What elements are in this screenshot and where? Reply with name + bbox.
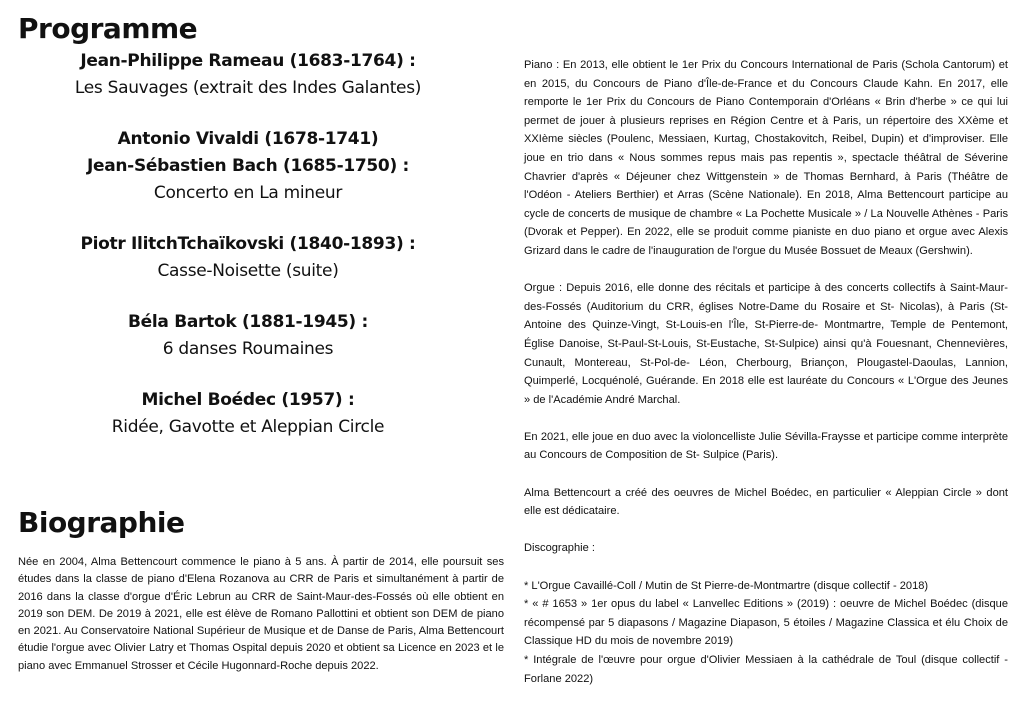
composer-name: Antonio Vivaldi (1678-1741) (117, 129, 379, 149)
programme-piece-tchaikovski (18, 231, 478, 285)
left-column (18, 10, 506, 672)
discographie-title: Discographie : (524, 542, 595, 555)
programme-piece-vivaldi-bach (18, 126, 478, 207)
work-title: Casse-Noisette (suite) (157, 261, 339, 281)
discographie-item: * L'Orgue Cavaillé-Coll / Mutin de St Pierre-de-Montmartre (disque collectif - 2018) (524, 579, 929, 592)
composer-name: Jean-Sébastien Bach (1685-1750) : (86, 156, 410, 176)
programme-heading: Programme (18, 12, 198, 45)
discographie-list (524, 577, 1008, 689)
discographie-item: * « # 1653 » 1er opus du label « Lanvellec Editions » (2019) : oeuvre de Michel Boédec (disque récompensé par 5 diapasons / Magazine Diapason, 5 étoiles / Magazine Classica et élu Choix de Classique HD du mois de novembre 2019) (524, 598, 1008, 648)
work-title: Concerto en La mineur (153, 183, 343, 203)
work-title: Les Sauvages (extrait des Indes Galantes) (74, 78, 422, 98)
work-title: 6 danses Roumaines (162, 339, 334, 359)
programme-list (18, 48, 478, 441)
biographie-heading: Biographie (18, 506, 185, 539)
composer-name: Jean-Philippe Rameau (1683-1764) : (80, 51, 416, 71)
programme-piece-rameau (18, 48, 478, 102)
composer-name: Michel Boédec (1957) : (141, 390, 355, 410)
discographie-item: * Intégrale de l'œuvre pour orgue d'Olivier Messiaen à la cathédrale de Toul (disque collectif - Forlane 2022) (524, 654, 1008, 685)
orgue-paragraph: Orgue : Depuis 2016, elle donne des récitals et participe à des concerts collectifs à Saint-Maur-des-Fossés (Auditorium du CRR, églises Notre-Dame du Rosaire et St- Nicolas), à Paris (St-Antoine des Quinze-Vingt, St-Louis-en l'Île, St-Pierre-de- Montmartre, Temple de Pentemont, Église Danoise, St-Paul-St-Louis, St-Eustache, St-Sulpice) ainsi qu'à Fouesnant, Chennevières, Cunault, Montereau, St-Pol-de- Léon, Cherbourg, Briançon, Plougastel-Daoulas, Lannion, Quimperlé, Locquénolé, Guérande. En 2018 elle est lauréate du Concours « L'Orgue des Jeunes » de l'Académie André Marchal. (524, 282, 1008, 406)
biographie-intro-paragraph: Née en 2004, Alma Bettencourt commence le piano à 5 ans. À partir de 2014, elle poursuit ses études dans la classe de piano d'Elena Rozanova au CRR de Paris et simultanément à partir de 2016 dans la classe d'orgue d'Éric Lebrun au CRR de Saint-Maur-des-Fossés où elle obtient en 2019 son DEM. De 2019 à 2021, elle est élève de Romano Pallottini et obtient son DEM de piano en 2021. Au Conservatoire National Supérieur de Musique et de Danse de Paris, Alma Bettencourt étudie l'orgue avec Olivier Latry et Thomas Ospital depuis 2020 et obtient sa Licence en 2023 et le piano avec Emmanuel Strosser et Cécile Hugonnard-Roche depuis 2022. (18, 556, 504, 672)
work-title: Ridée, Gavotte et Aleppian Circle (111, 417, 385, 437)
programme-piece-boedec (18, 387, 478, 441)
composer-name: Piotr IlitchTchaïkovski (1840-1893) : (80, 234, 416, 254)
duo-paragraph: En 2021, elle joue en duo avec la violoncelliste Julie Sévilla-Fraysse et participe comme interprète au Concours de Composition de St- Sulpice (Paris). (524, 430, 1008, 462)
creations-paragraph: Alma Bettencourt a créé des oeuvres de Michel Boédec, en particulier « Aleppian Circle » dont elle est dédicataire. (524, 486, 1008, 518)
right-column (524, 56, 1008, 688)
composer-name: Béla Bartok (1881-1945) : (128, 312, 368, 332)
piano-paragraph: Piano : En 2013, elle obtient le 1er Prix du Concours International de Paris (Schola Cantorum) et en 2015, du Concours de Piano d'Île-de-France et du Concours Claude Kahn. En 2017, elle remporte le 1er Prix du Concours de Piano Contemporain d'Orléans « Brin d'herbe » ce qui lui permet de jouer à plusieurs reprises en Région Centre et à Paris, un répertoire des XXème et XXIème siècles (Poulenc, Messiaen, Kurtag, Chostakovitch, Reibel, Dupin) et d'improviser. Elle joue en trio dans « Nous sommes repus mais pas repentis », spectacle théâtral de Séverine Chavrier d'après « Déjeuner chez Wittgenstein » de Thomas Bernhard, à Paris (Théâtre de l'Odéon - Ateliers Berthier) et Arras (Scène Nationale). En 2018, Alma Bettencourt participe au cycle de concerts de musique de chambre « La Pochette Musicale » / La Nouvelle Athènes - Paris (Dvorak et Pepper). En 2022, elle se produit comme pianiste en duo piano et orgue avec Alexis Grizard dans le cadre de l'inauguration de l'orgue du Musée Bossuet de Meaux (Gershwin). (524, 59, 1008, 257)
programme-piece-bartok (18, 309, 478, 363)
